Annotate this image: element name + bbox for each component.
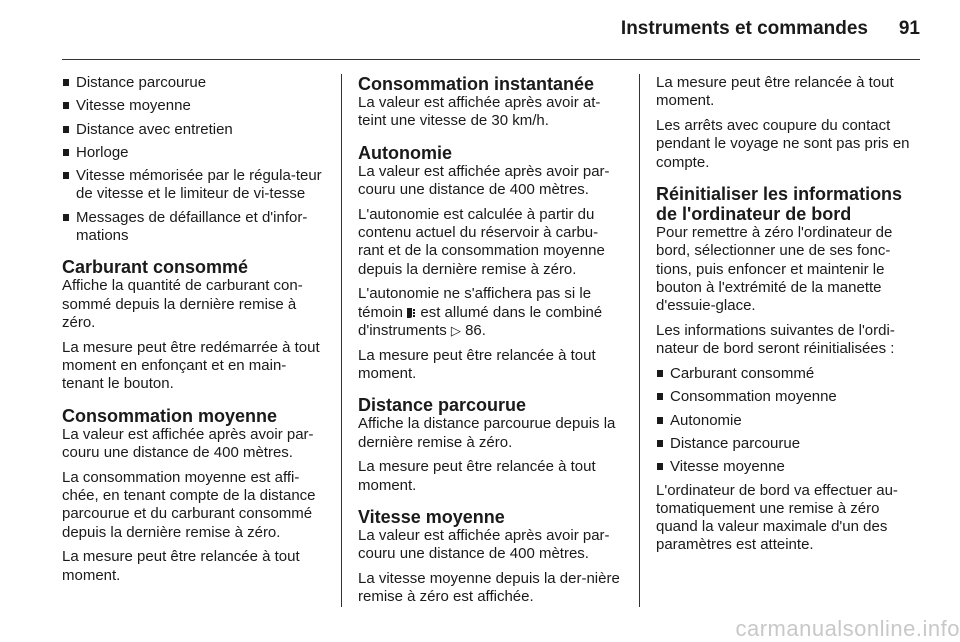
paragraph: Affiche la distance parcourue depuis la dernière remise à zéro. <box>358 415 616 451</box>
column-divider-2 <box>639 74 640 607</box>
page-reference-link[interactable]: 86. <box>465 321 486 339</box>
section-carburant <box>62 257 327 393</box>
section-autonomie <box>358 143 623 384</box>
list-item: Autonomie <box>656 412 921 430</box>
list-item: Horloge <box>62 144 327 162</box>
text-fragment: est allumé dans le combiné d'instruments <box>358 303 603 339</box>
page-reference-arrow-icon: ▷ <box>450 322 461 338</box>
column-2 <box>358 74 623 613</box>
section-reset <box>656 184 921 555</box>
text-fragment: L'autonomie ne s'affichera pas si le témoin <box>358 285 592 321</box>
list-item: Vitesse mémorisée par le régula-teur de vitesse et le limiteur de vi-tesse <box>62 167 327 204</box>
paragraph: La vitesse moyenne depuis la der-nière remise à zéro est affichée. <box>358 570 620 606</box>
section-heading: Vitesse moyenne <box>358 507 505 528</box>
paragraph: La valeur est affichée après avoir par-couru une distance de 400 mètres. <box>358 162 610 198</box>
section-vitesse <box>358 507 623 607</box>
display-list <box>62 74 327 245</box>
list-item: Messages de défaillance et d'infor-mations <box>62 209 327 246</box>
section-consommation-moyenne <box>62 406 327 585</box>
list-item: Vitesse moyenne <box>656 458 921 476</box>
section-instantanee <box>358 74 623 131</box>
paragraph: La valeur est affichée après avoir at-teint une vitesse de 30 km/h. <box>358 94 601 130</box>
paragraph: La valeur est affichée après avoir par-couru une distance de 400 mètres. <box>358 527 610 563</box>
header-divider <box>62 59 920 60</box>
list-item: Carburant consommé <box>656 365 921 383</box>
paragraph: La mesure peut être redémarrée à tout moment en enfonçant et en main-tenant le bouton. <box>62 338 320 393</box>
page-number: 91 <box>898 18 920 39</box>
section-heading: Carburant consommé <box>62 257 249 278</box>
list-item: Distance parcourue <box>62 74 327 92</box>
paragraph: L'ordinateur de bord va effectuer au-tomatiquement une remise à zéro quand la valeur maximale d'un des paramètres est atteinte. <box>656 481 898 554</box>
paragraph: L'autonomie est calculée à partir du contenu actuel du réservoir à carbu-rant et de la consommation moyenne depuis la dernière remise à zéro. <box>358 205 605 278</box>
section-heading: Consommation moyenne <box>62 405 278 426</box>
section-heading: Consommation instantanée <box>358 74 595 94</box>
list-item: Vitesse moyenne <box>62 97 327 115</box>
section-heading: Réinitialiser les informations de l'ordinateur de bord <box>656 183 903 224</box>
paragraph: La mesure peut être relancée à tout moment. <box>656 74 894 110</box>
paragraph: Affiche la quantité de carburant con-sommé depuis la dernière remise à zéro. <box>62 277 303 331</box>
watermark: carmanualsonline.info <box>735 616 960 641</box>
paragraph: Pour remettre à zéro l'ordinateur de bord, sélectionner une de ses fonc-tions, puis enfoncer et maintenir le bouton à l'extrémité de la manette d'essuie-glace. <box>656 223 893 315</box>
paragraph: La mesure peut être relancée à tout moment. <box>358 346 596 383</box>
column-1 <box>62 74 327 592</box>
section-heading: Distance parcourue <box>358 395 527 416</box>
list-item: Consommation moyenne <box>656 388 921 406</box>
paragraph: Les informations suivantes de l'ordi-nateur de bord seront réinitialisées : <box>656 321 895 358</box>
reset-list <box>656 365 921 476</box>
list-item: Distance parcourue <box>656 435 921 453</box>
column-3 <box>656 74 921 561</box>
column-divider-1 <box>341 74 342 607</box>
page-header <box>62 18 920 44</box>
fuel-warning-lamp-icon <box>407 307 416 318</box>
paragraph: La consommation moyenne est affi-chée, en tenant compte de la distance parcourue et du carburant consommé depuis la dernière remise à zéro. <box>62 468 316 541</box>
paragraph: La mesure peut être relancée à tout moment. <box>62 548 300 584</box>
section-heading: Autonomie <box>358 142 452 163</box>
page-title: Instruments et commandes <box>620 18 868 39</box>
paragraph: Les arrêts avec coupure du contact pendant le voyage ne sont pas pris en compte. <box>656 117 910 171</box>
paragraph: La valeur est affichée après avoir par-couru une distance de 400 mètres. <box>62 425 314 461</box>
paragraph <box>358 285 623 340</box>
paragraph: La mesure peut être relancée à tout moment. <box>358 458 596 494</box>
list-item: Distance avec entretien <box>62 121 327 139</box>
section-distance <box>358 395 623 495</box>
